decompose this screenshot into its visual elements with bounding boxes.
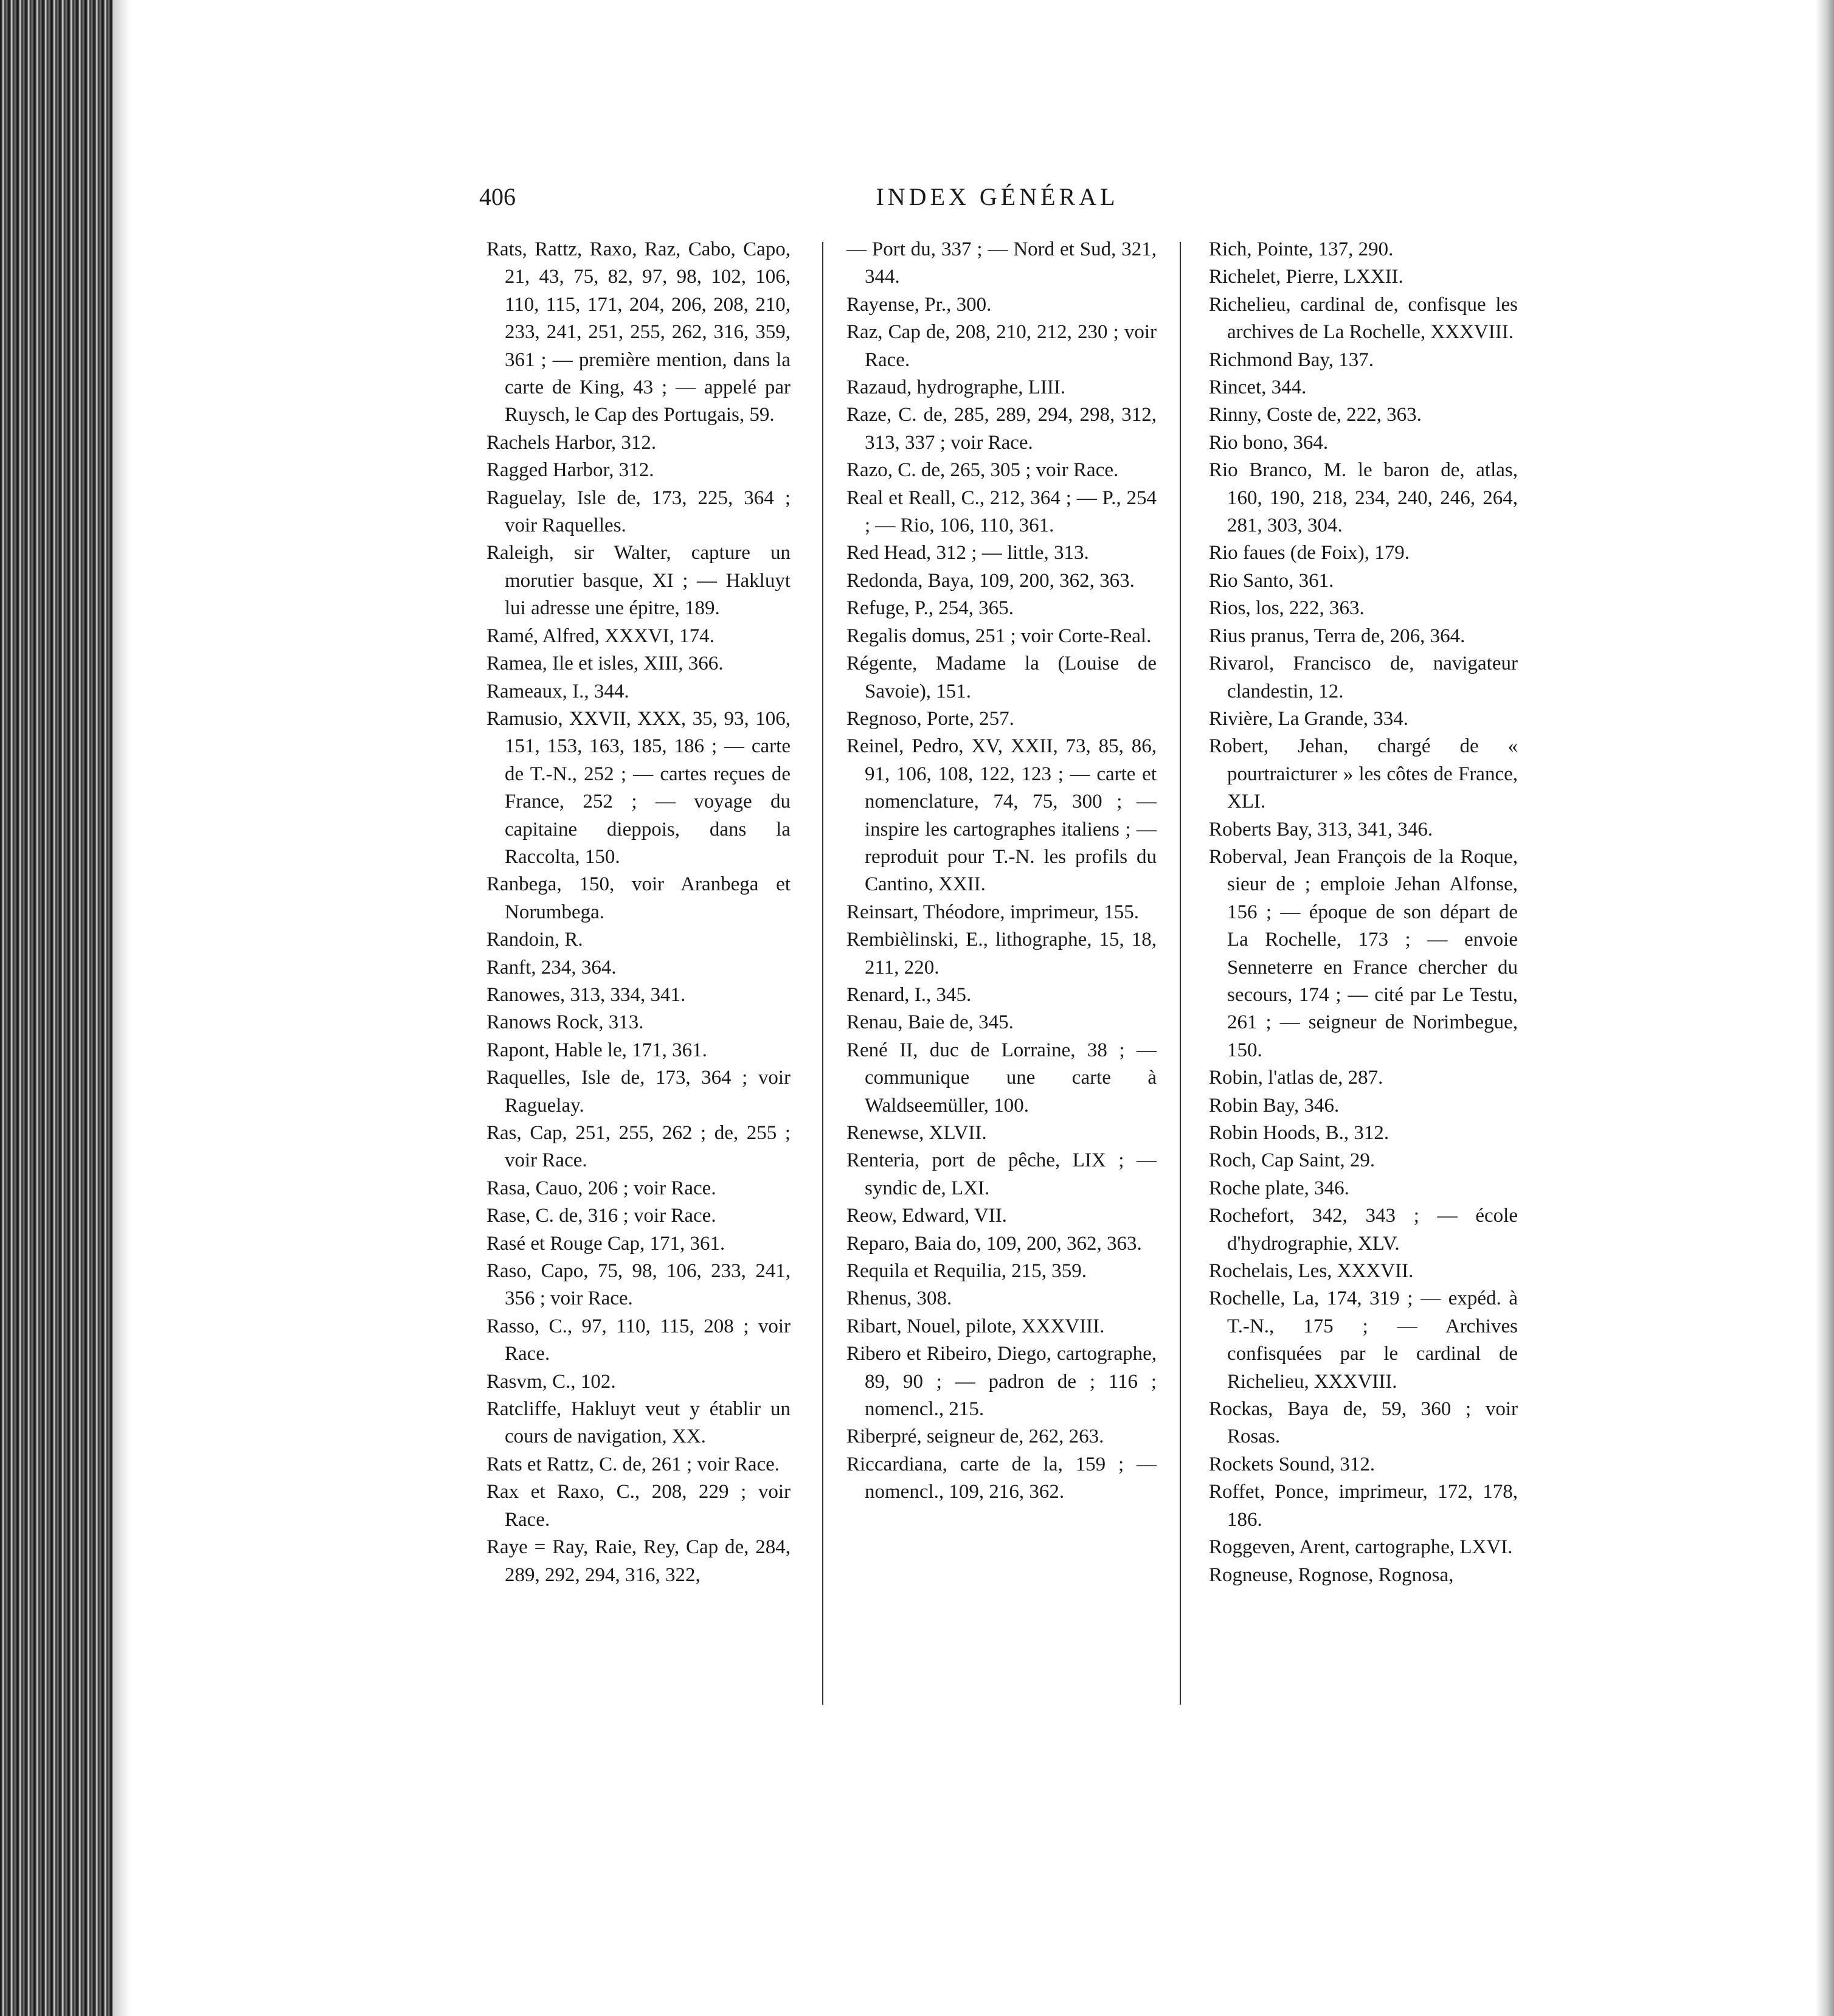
index-entry: Rinny, Coste de, 222, 363. bbox=[1209, 404, 1422, 426]
index-entry: Reinel, Pedro, XV, XXII, 73, 85, 86, 91, 106, 108, 122, 123 ; — carte et nomenclature, 74, 75, 300 ; — inspire les cartographes italiens ; — reproduit pour T.-N. les profils du Cantino, XXII. bbox=[846, 735, 1157, 896]
index-entry: Riberpré, seigneur de, 262, 263. bbox=[846, 1425, 1104, 1448]
index-entry: Regnoso, Porte, 257. bbox=[846, 707, 1014, 730]
index-entry: Rochelais, Les, XXXVII. bbox=[1209, 1260, 1414, 1283]
index-entry: Ribart, Nouel, pilote, XXXVIII. bbox=[846, 1315, 1105, 1337]
index-entry: Renewse, XLVII. bbox=[846, 1122, 987, 1144]
index-entry: Rich, Pointe, 137, 290. bbox=[1209, 238, 1394, 260]
index-entry: Reinsart, Théodore, imprimeur, 155. bbox=[846, 901, 1140, 923]
column-rule bbox=[1180, 242, 1181, 1705]
index-entry: Robert, Jehan, chargé de « pourtraicturer » les côtes de France, XLI. bbox=[1209, 735, 1518, 813]
index-entry: Robin Hoods, B., 312. bbox=[1209, 1122, 1389, 1144]
index-entry: Roche plate, 346. bbox=[1209, 1177, 1349, 1199]
index-entry: Rio bono, 364. bbox=[1209, 431, 1329, 454]
index-entry: Rasé et Rouge Cap, 171, 361. bbox=[486, 1232, 725, 1255]
index-column-2 bbox=[846, 236, 1157, 1506]
index-entry: Ramusio, XXVII, XXX, 35, 93, 106, 151, 153, 163, 185, 186 ; — carte de T.-N., 252 ; — cartes reçues de France, 252 ; — voyage du capitaine dieppois, dans la Raccolta, 150. bbox=[486, 707, 791, 868]
index-entry: Ratcliffe, Hakluyt veut y établir un cours de navigation, XX. bbox=[486, 1398, 791, 1448]
index-entry: Ranft, 234, 364. bbox=[486, 956, 617, 979]
index-entry: Ranows Rock, 313. bbox=[486, 1011, 644, 1034]
index-entry: Raguelay, Isle de, 173, 225, 364 ; voir Raquelles. bbox=[486, 487, 791, 537]
index-entry: Regalis domus, 251 ; voir Corte-Real. bbox=[846, 625, 1152, 647]
index-entry: René II, duc de Lorraine, 38 ; — communique une carte à Waldseemüller, 100. bbox=[846, 1039, 1157, 1117]
index-entry: Rhenus, 308. bbox=[846, 1287, 952, 1310]
index-entry: Rio Santo, 361. bbox=[1209, 569, 1334, 592]
index-entry: Ranbega, 150, voir Aranbega et Norumbega. bbox=[486, 873, 791, 923]
index-entry: Robin, l'atlas de, 287. bbox=[1209, 1067, 1383, 1089]
index-entry: Ragged Harbor, 312. bbox=[486, 459, 654, 482]
page-right-shadow bbox=[1816, 0, 1834, 2016]
index-entry: Randoin, R. bbox=[486, 929, 583, 951]
column-rule bbox=[822, 242, 823, 1705]
index-entry: Rasso, C., 97, 110, 115, 208 ; voir Race. bbox=[486, 1315, 791, 1365]
index-entry: Red Head, 312 ; — little, 313. bbox=[846, 542, 1089, 564]
index-entry: Ras, Cap, 251, 255, 262 ; de, 255 ; voir Race. bbox=[486, 1122, 791, 1172]
index-entry: Real et Reall, C., 212, 364 ; — P., 254 ; — Rio, 106, 110, 361. bbox=[846, 487, 1157, 537]
index-entry: Régente, Madame la (Louise de Savoie), 151. bbox=[846, 653, 1157, 702]
index-entry: Raz, Cap de, 208, 210, 212, 230 ; voir Race. bbox=[846, 321, 1157, 371]
index-entry: — Port du, 337 ; — Nord et Sud, 321, 344. bbox=[846, 238, 1157, 288]
index-entry: Reparo, Baia do, 109, 200, 362, 363. bbox=[846, 1232, 1142, 1255]
index-entry: Requila et Requilia, 215, 359. bbox=[846, 1260, 1087, 1283]
index-entry: Rasvm, C., 102. bbox=[486, 1370, 616, 1393]
index-entry: Richelet, Pierre, LXXII. bbox=[1209, 266, 1403, 288]
index-entry: Rio Branco, M. le baron de, atlas, 160, 190, 218, 234, 240, 246, 264, 281, 303, 304. bbox=[1209, 459, 1518, 537]
index-entry: Roggeven, Arent, cartographe, LXVI. bbox=[1209, 1536, 1513, 1559]
index-entry: Rats, Rattz, Raxo, Raz, Cabo, Capo, 21, 43, 75, 82, 97, 98, 102, 106, 110, 115, 171, 204, 206, 208, 210, 233, 241, 251, 255, 262, 316, 359, 361 ; — première mention, dans la carte de King, 43 ; — appelé par Ruysch, le Cap des Portugais, 59. bbox=[486, 238, 791, 426]
index-entry: Roch, Cap Saint, 29. bbox=[1209, 1149, 1376, 1172]
index-entry: Roffet, Ponce, imprimeur, 172, 178, 186. bbox=[1209, 1481, 1518, 1531]
book-spine-edge bbox=[0, 0, 131, 2016]
index-entry: Razaud, hydrographe, LIII. bbox=[846, 376, 1066, 399]
index-entry: Rayense, Pr., 300. bbox=[846, 293, 992, 316]
index-entry: Roberts Bay, 313, 341, 346. bbox=[1209, 818, 1433, 840]
index-entry: Ribero et Ribeiro, Diego, cartographe, 89, 90 ; — padron de ; 116 ; nomencl., 215. bbox=[846, 1343, 1157, 1421]
index-entry: Rockas, Baya de, 59, 360 ; voir Rosas. bbox=[1209, 1398, 1518, 1448]
index-entry: Rase, C. de, 316 ; voir Race. bbox=[486, 1205, 716, 1227]
index-entry: Richmond Bay, 137. bbox=[1209, 348, 1374, 371]
index-entry: Rius pranus, Terra de, 206, 364. bbox=[1209, 625, 1465, 647]
page-number: 406 bbox=[479, 183, 516, 210]
index-entry: Rincet, 344. bbox=[1209, 376, 1307, 399]
index-entry: Raze, C. de, 285, 289, 294, 298, 312, 313, 337 ; voir Race. bbox=[846, 404, 1157, 454]
index-entry: Redonda, Baya, 109, 200, 362, 363. bbox=[846, 569, 1135, 592]
index-entry: Renteria, port de pêche, LIX ; — syndic de, LXI. bbox=[846, 1149, 1157, 1199]
index-entry: Rachels Harbor, 312. bbox=[486, 431, 657, 454]
index-entry: Raso, Capo, 75, 98, 106, 233, 241, 356 ; voir Race. bbox=[486, 1260, 791, 1310]
index-entry: Ramea, Ile et isles, XIII, 366. bbox=[486, 653, 724, 675]
index-entry: Raquelles, Isle de, 173, 364 ; voir Raguelay. bbox=[486, 1067, 791, 1117]
index-column-1 bbox=[486, 236, 791, 1589]
index-entry: Rax et Raxo, C., 208, 229 ; voir Race. bbox=[486, 1481, 791, 1531]
index-entry: Rockets Sound, 312. bbox=[1209, 1453, 1376, 1475]
index-entry: Rogneuse, Rognose, Rognosa, bbox=[1209, 1564, 1454, 1586]
index-entry: Rivarol, Francisco de, navigateur clandestin, 12. bbox=[1209, 653, 1518, 702]
index-entry: Raye = Ray, Raie, Rey, Cap de, 284, 289, 292, 294, 316, 322, bbox=[486, 1536, 791, 1586]
running-title: INDEX GÉNÉRAL bbox=[876, 183, 1119, 210]
index-entry: Roberval, Jean François de la Roque, sieur de ; emploie Jehan Alfonse, 156 ; — époque de son départ de La Rochelle, 173 ; — envoie Senneterre en France chercher du secours, 174 ; — cité par Le Testu, 261 ; — seigneur de Norimbegue, 150. bbox=[1209, 845, 1518, 1061]
index-entry: Rivière, La Grande, 334. bbox=[1209, 707, 1409, 730]
index-entry: Rameaux, I., 344. bbox=[486, 680, 629, 702]
index-entry: Robin Bay, 346. bbox=[1209, 1094, 1340, 1117]
index-entry: Rasa, Cauo, 206 ; voir Race. bbox=[486, 1177, 716, 1199]
index-entry: Raleigh, sir Walter, capture un morutier basque, XI ; — Hakluyt lui adresse une épitre, 189. bbox=[486, 542, 791, 620]
index-entry: Rochefort, 342, 343 ; — école d'hydrographie, XLV. bbox=[1209, 1205, 1518, 1255]
index-entry: Renard, I., 345. bbox=[846, 983, 972, 1006]
index-entry: Rochelle, La, 174, 319 ; — expéd. à T.-N., 175 ; — Archives confisquées par le cardinal de Richelieu, XXXVIII. bbox=[1209, 1287, 1518, 1393]
index-entry: Ramé, Alfred, XXXVI, 174. bbox=[486, 625, 715, 647]
index-entry: Razo, C. de, 265, 305 ; voir Race. bbox=[846, 459, 1119, 482]
index-entry: Ranowes, 313, 334, 341. bbox=[486, 983, 686, 1006]
index-entry: Rio faues (de Foix), 179. bbox=[1209, 542, 1410, 564]
index-column-3 bbox=[1209, 236, 1518, 1589]
index-entry: Renau, Baie de, 345. bbox=[846, 1011, 1014, 1034]
index-entry: Riccardiana, carte de la, 159 ; — nomencl., 109, 216, 362. bbox=[846, 1453, 1157, 1503]
index-entry: Rapont, Hable le, 171, 361. bbox=[486, 1039, 707, 1061]
index-entry: Richelieu, cardinal de, confisque les archives de La Rochelle, XXXVIII. bbox=[1209, 293, 1518, 344]
index-entry: Rats et Rattz, C. de, 261 ; voir Race. bbox=[486, 1453, 780, 1475]
index-entry: Reow, Edward, VII. bbox=[846, 1205, 1007, 1227]
index-entry: Rios, los, 222, 363. bbox=[1209, 597, 1365, 620]
index-entry: Refuge, P., 254, 365. bbox=[846, 597, 1014, 620]
index-entry: Rembièlinski, E., lithographe, 15, 18, 211, 220. bbox=[846, 929, 1157, 979]
